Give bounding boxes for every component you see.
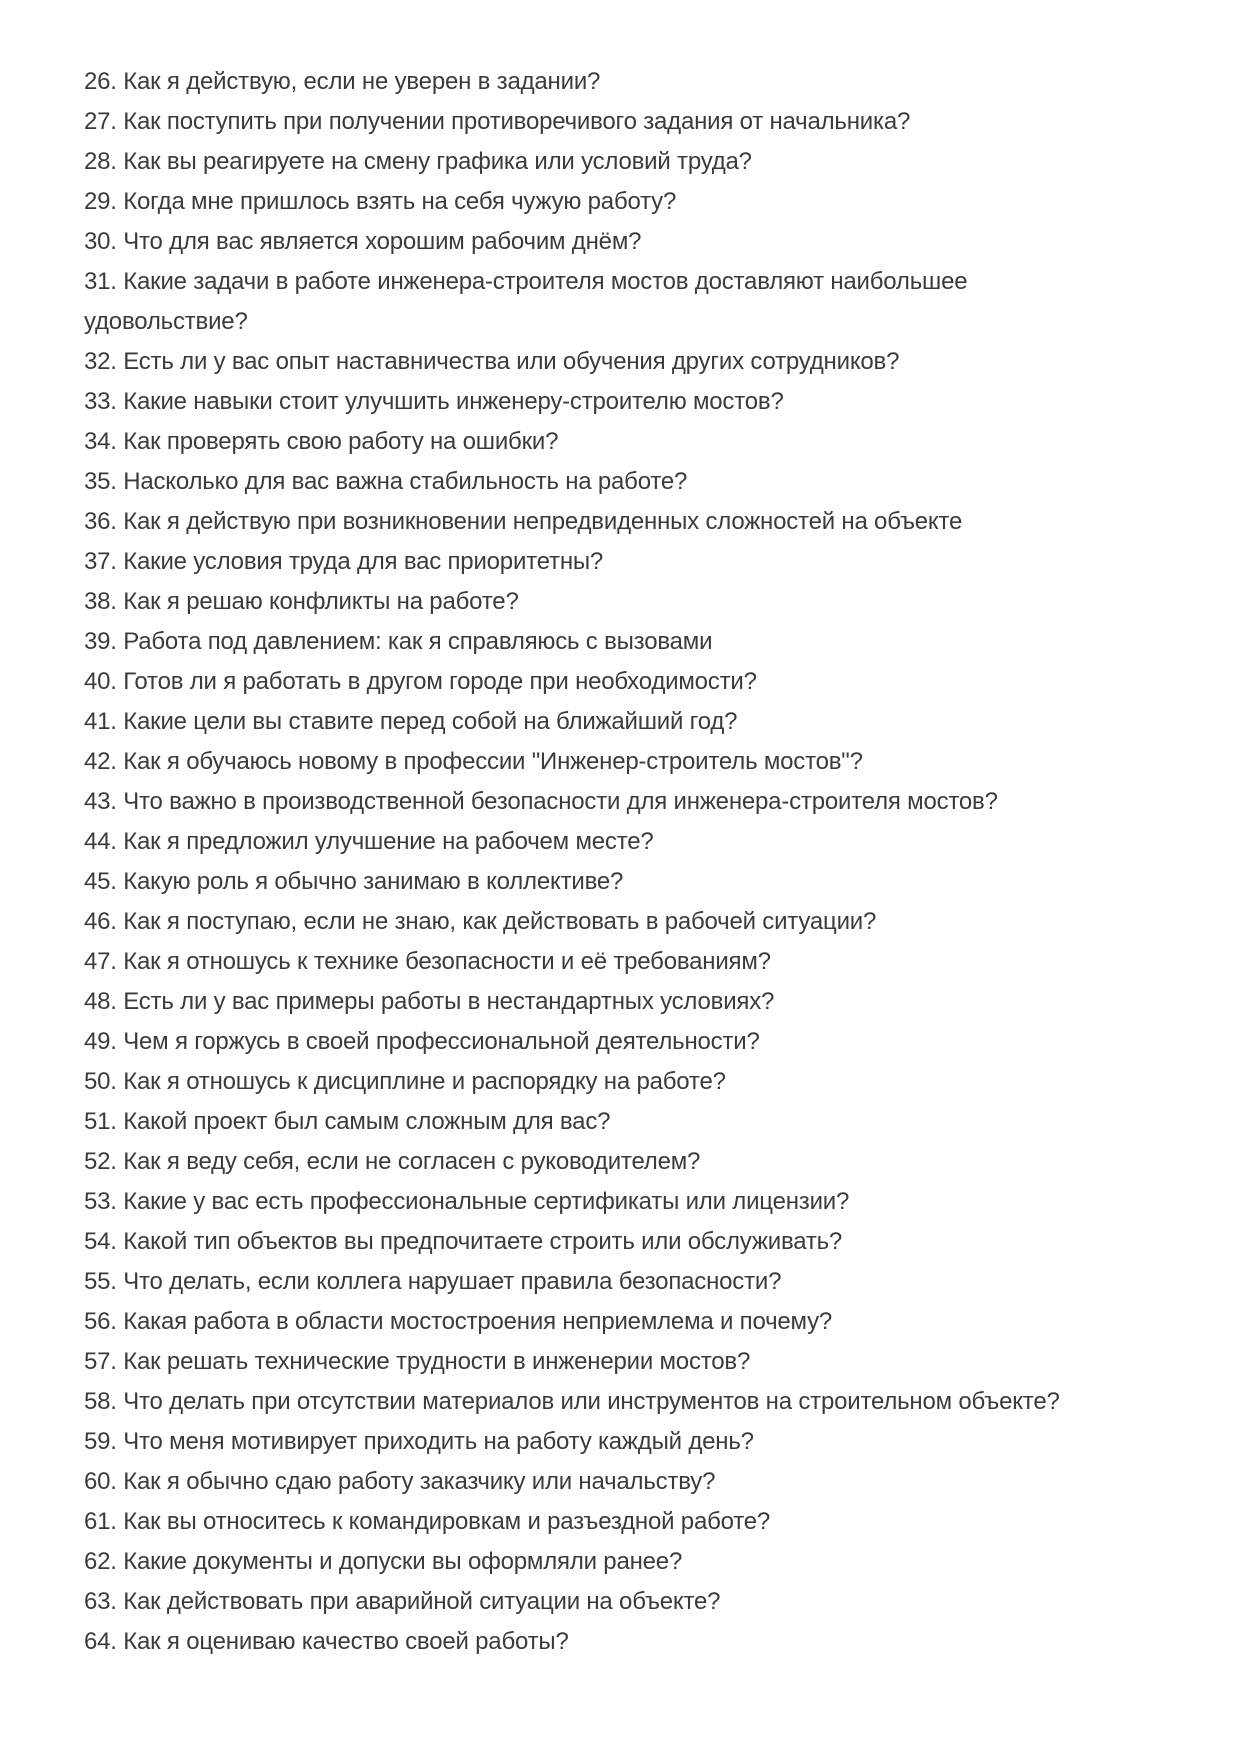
question-line: 30. Что для вас является хорошим рабочим днём? <box>84 228 642 255</box>
question-line: 33. Какие навыки стоит улучшить инженеру-строителю мостов? <box>84 388 784 415</box>
question-line: 39. Работа под давлением: как я справляюсь с вызовами <box>84 628 713 655</box>
question-line: 48. Есть ли у вас примеры работы в нестандартных условиях? <box>84 988 775 1015</box>
questions-list <box>84 62 1199 1662</box>
question-line: 52. Как я веду себя, если не согласен с руководителем? <box>84 1148 701 1175</box>
question-line: 45. Какую роль я обычно занимаю в коллективе? <box>84 868 624 895</box>
question-line: удовольствие? <box>84 308 248 335</box>
question-line: 47. Как я отношусь к технике безопасности и её требованиям? <box>84 948 771 975</box>
question-line: 50. Как я отношусь к дисциплине и распорядку на работе? <box>84 1068 726 1095</box>
question-line: 37. Какие условия труда для вас приоритетны? <box>84 548 604 575</box>
question-line: 60. Как я обычно сдаю работу заказчику или начальству? <box>84 1468 716 1495</box>
question-line: 64. Как я оцениваю качество своей работы? <box>84 1628 569 1655</box>
question-line: 44. Как я предложил улучшение на рабочем месте? <box>84 828 654 855</box>
question-line: 54. Какой тип объектов вы предпочитаете строить или обслуживать? <box>84 1228 843 1255</box>
question-line: 38. Как я решаю конфликты на работе? <box>84 588 519 615</box>
question-line: 61. Как вы относитесь к командировкам и разъездной работе? <box>84 1508 771 1535</box>
question-line: 29. Когда мне пришлось взять на себя чужую работу? <box>84 188 677 215</box>
question-line: 55. Что делать, если коллега нарушает правила безопасности? <box>84 1268 782 1295</box>
question-line: 40. Готов ли я работать в другом городе при необходимости? <box>84 668 757 695</box>
question-line: 27. Как поступить при получении противоречивого задания от начальника? <box>84 108 911 135</box>
question-line: 63. Как действовать при аварийной ситуации на объекте? <box>84 1588 721 1615</box>
question-line: 51. Какой проект был самым сложным для вас? <box>84 1108 611 1135</box>
question-line: 58. Что делать при отсутствии материалов или инструментов на строительном объекте? <box>84 1388 1060 1415</box>
question-line: 35. Насколько для вас важна стабильность на работе? <box>84 468 688 495</box>
question-line: 42. Как я обучаюсь новому в профессии "Инженер-строитель мостов"? <box>84 748 863 775</box>
question-line: 59. Что меня мотивирует приходить на работу каждый день? <box>84 1428 754 1455</box>
question-line: 62. Какие документы и допуски вы оформляли ранее? <box>84 1548 683 1575</box>
question-line: 34. Как проверять свою работу на ошибки? <box>84 428 559 455</box>
question-line: 53. Какие у вас есть профессиональные сертификаты или лицензии? <box>84 1188 850 1215</box>
question-line: 26. Как я действую, если не уверен в задании? <box>84 68 601 95</box>
question-line: 36. Как я действую при возникновении непредвиденных сложностей на объекте <box>84 508 963 535</box>
question-line: 32. Есть ли у вас опыт наставничества или обучения других сотрудников? <box>84 348 900 375</box>
question-line: 56. Какая работа в области мостостроения неприемлема и почему? <box>84 1308 833 1335</box>
question-line: 49. Чем я горжусь в своей профессиональной деятельности? <box>84 1028 760 1055</box>
question-line: 57. Как решать технические трудности в инженерии мостов? <box>84 1348 751 1375</box>
question-line: 28. Как вы реагируете на смену графика или условий труда? <box>84 148 752 175</box>
question-line: 46. Как я поступаю, если не знаю, как действовать в рабочей ситуации? <box>84 908 877 935</box>
question-line: 43. Что важно в производственной безопасности для инженера-строителя мостов? <box>84 788 998 815</box>
question-line: 31. Какие задачи в работе инженера-строителя мостов доставляют наибольшее <box>84 268 968 295</box>
question-line: 41. Какие цели вы ставите перед собой на ближайший год? <box>84 708 738 735</box>
